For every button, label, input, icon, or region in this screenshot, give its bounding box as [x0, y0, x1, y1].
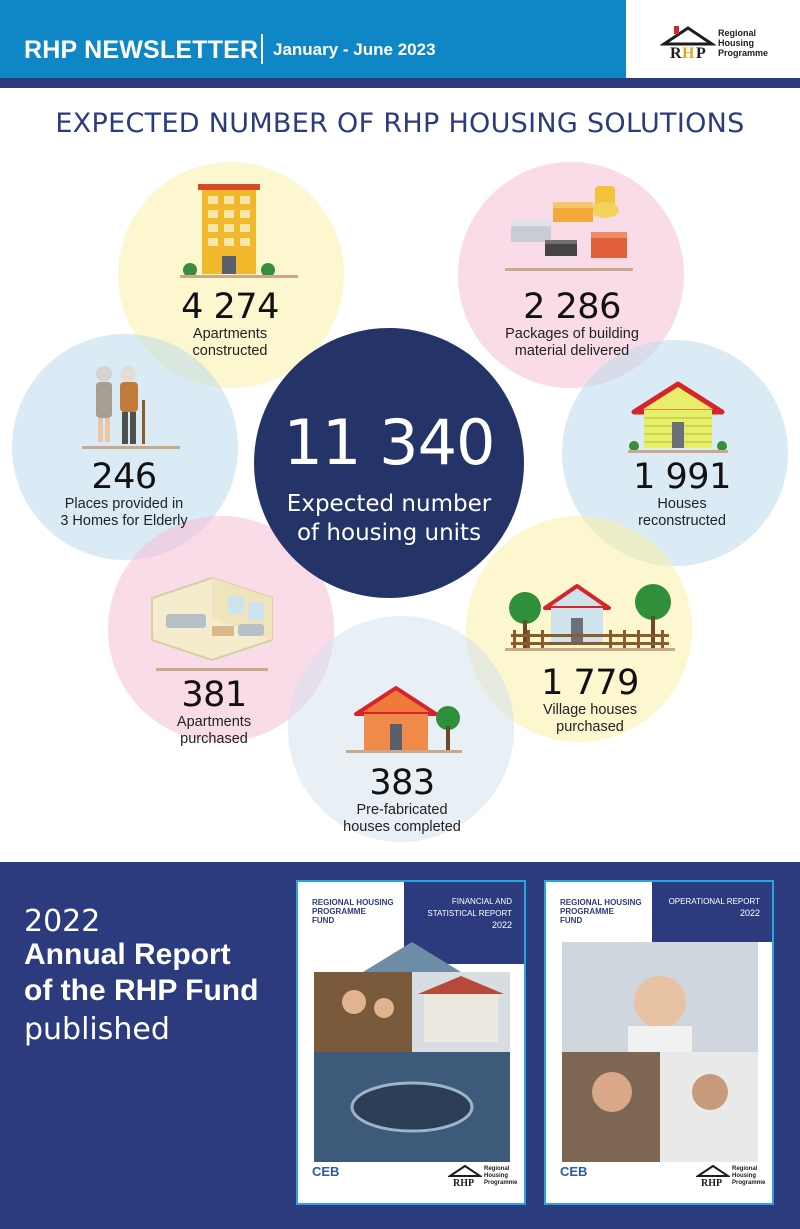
svg-text:P: P	[696, 45, 706, 60]
prefab-house-icon	[340, 684, 464, 756]
stat-number: 2 286	[523, 287, 621, 327]
stat-label	[114, 714, 314, 748]
total-housing-units-number: 11 340	[283, 406, 495, 479]
rhp-logo	[660, 24, 780, 64]
report-heading-line2: of the RHP Fund	[24, 974, 259, 1007]
report-fund-name	[312, 898, 402, 925]
report-cover-title	[427, 896, 512, 920]
rhp-logo-text	[718, 28, 768, 58]
label-line: Apartments	[176, 714, 252, 730]
stat-prefab-houses	[292, 764, 512, 836]
stat-number: 4 274	[181, 287, 279, 327]
report-cover-photo-collage	[314, 942, 510, 1162]
total-housing-units-label	[274, 490, 504, 548]
header-separator	[261, 34, 263, 64]
report-cover-year: 2022	[739, 908, 760, 918]
header	[0, 0, 800, 88]
section-title: EXPECTED NUMBER OF RHP HOUSING SOLUTIONS	[55, 108, 745, 139]
apartment-interior-icon	[142, 568, 282, 672]
ceb-logo: CEB	[312, 1164, 340, 1179]
label-line: Packages of building	[505, 326, 639, 342]
logo-line: Programme	[484, 1180, 518, 1186]
stat-village-houses	[480, 664, 700, 736]
fund-line: PROGRAMME	[560, 907, 614, 916]
svg-text:RHP: RHP	[453, 1178, 475, 1188]
label-line: purchased	[556, 719, 624, 735]
rhp-logo-small-text	[732, 1166, 765, 1187]
report-cover-photo-collage	[562, 942, 758, 1162]
title-line: OPERATIONAL REPORT	[668, 897, 760, 906]
label-line: material delivered	[514, 343, 630, 359]
label-line: reconstructed	[638, 513, 726, 529]
label-line: Expected number	[286, 491, 492, 517]
stat-apartments-constructed	[130, 288, 330, 360]
label-line: Pre-fabricated	[356, 802, 448, 818]
header-underline	[0, 78, 800, 88]
report-year: 2022	[24, 904, 101, 939]
report-cover-title	[669, 896, 760, 908]
fund-line: REGIONAL HOUSING	[560, 898, 642, 907]
financial-report-cover[interactable]	[296, 880, 526, 1205]
svg-text:H: H	[682, 45, 695, 60]
label-line: Village houses	[542, 702, 638, 718]
label-line: 3 Homes for Elderly	[60, 513, 188, 529]
label-line: of housing units	[296, 520, 482, 546]
logo-line: Regional	[484, 1166, 510, 1172]
newsletter-date-range: January - June 2023	[273, 40, 436, 59]
logo-line: Regional	[732, 1166, 758, 1172]
building-materials-icon	[505, 180, 635, 280]
stat-number: 246	[91, 457, 157, 497]
label-line: constructed	[192, 343, 268, 359]
stat-building-material	[462, 288, 682, 360]
logo-line: Housing	[732, 1173, 756, 1179]
label-line: purchased	[180, 731, 248, 747]
logo-line: Programme	[718, 48, 769, 58]
fund-line: FUND	[560, 916, 583, 925]
apartment-building-icon	[180, 180, 300, 280]
stat-number: 381	[181, 675, 247, 715]
logo-line: Programme	[732, 1180, 766, 1186]
stat-label	[292, 802, 512, 836]
village-house-icon	[505, 578, 675, 654]
stat-label	[480, 702, 700, 736]
stat-number: 1 779	[541, 663, 639, 703]
stat-apartments-purchased	[114, 676, 314, 748]
report-heading-line1: Annual Report	[24, 938, 231, 971]
stat-homes-elderly	[14, 458, 234, 530]
annual-report-footer	[0, 862, 800, 1229]
report-cover-year: 2022	[491, 920, 512, 930]
svg-text:RHP: RHP	[701, 1178, 723, 1188]
rhp-logo-small-icon	[696, 1164, 730, 1188]
label-line: Houses	[657, 496, 707, 512]
elderly-couple-icon	[82, 360, 182, 450]
stat-houses-reconstructed	[572, 458, 792, 530]
rhp-logo-icon	[660, 24, 716, 60]
fund-line: FUND	[312, 916, 335, 925]
report-heading-published: published	[24, 1012, 170, 1047]
svg-text:R: R	[670, 45, 682, 60]
label-line: houses completed	[343, 819, 461, 835]
logo-line: Regional	[718, 28, 757, 38]
center-total-circle	[254, 328, 524, 598]
stat-label	[130, 326, 330, 360]
title-line: FINANCIAL AND	[451, 897, 512, 906]
rhp-logo-small	[696, 1164, 766, 1190]
fund-line: REGIONAL HOUSING	[312, 898, 394, 907]
logo-line: Housing	[484, 1173, 508, 1179]
logo-line: Housing	[718, 38, 754, 48]
rhp-logo-small	[448, 1164, 518, 1190]
label-line: Apartments	[192, 326, 268, 342]
reconstructed-house-icon	[628, 380, 728, 454]
fund-line: PROGRAMME	[312, 907, 366, 916]
stat-number: 383	[369, 763, 435, 803]
newsletter-title: RHP NEWSLETTER	[24, 36, 259, 64]
report-fund-name	[560, 898, 650, 925]
stat-number: 1 991	[633, 457, 731, 497]
ceb-logo: CEB	[560, 1164, 588, 1179]
rhp-logo-small-icon	[448, 1164, 482, 1188]
title-line: STATISTICAL REPORT	[427, 909, 512, 918]
stat-label	[462, 326, 682, 360]
rhp-logo-small-text	[484, 1166, 517, 1187]
label-line: Places provided in	[64, 496, 184, 512]
stat-label	[572, 496, 792, 530]
operational-report-cover[interactable]	[544, 880, 774, 1205]
stat-label	[14, 496, 234, 530]
